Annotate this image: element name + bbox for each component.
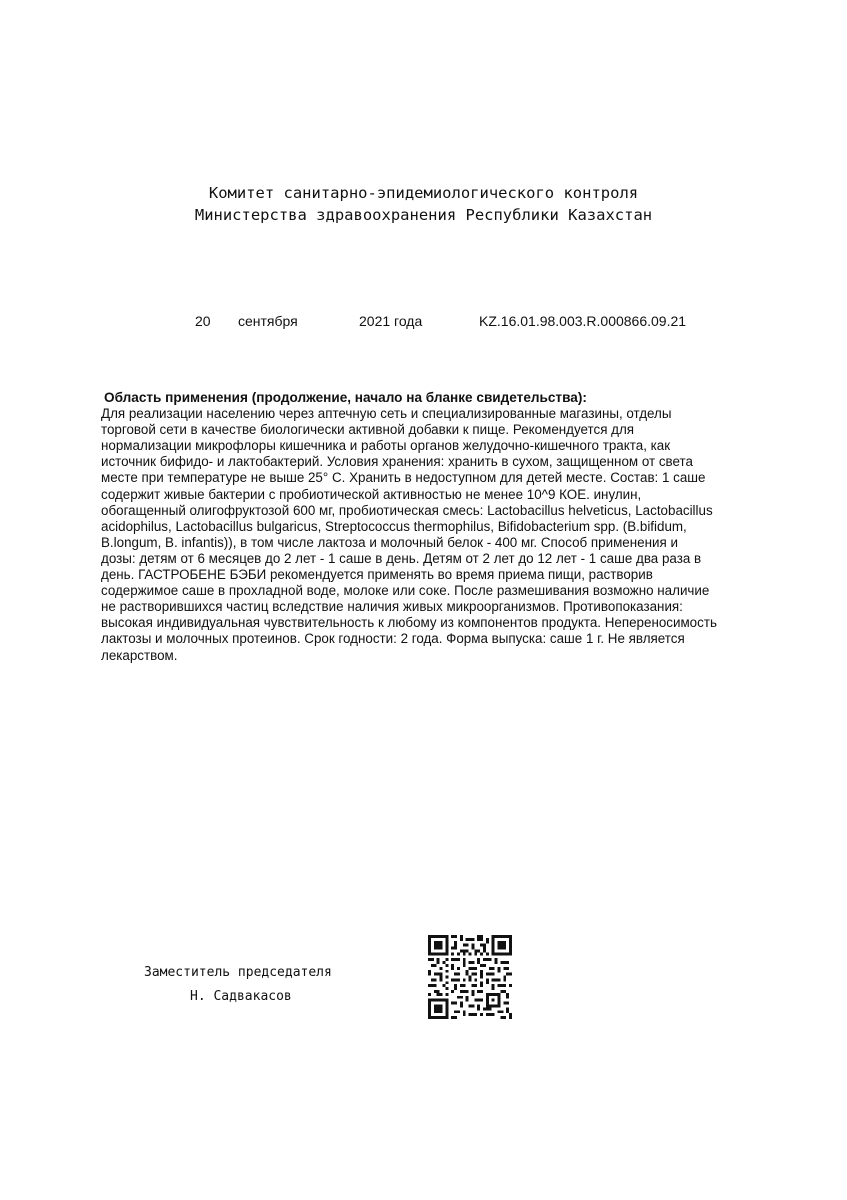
body-line: месте при температуре не выше 25° С. Хранить в недоступном для детей месте. Состав: 1 саше — [101, 470, 706, 486]
body-line: Для реализации населению через аптечную сеть и специализированные магазины, отделы — [101, 406, 672, 422]
body-line: высокая индивидуальная чувствительность к любому из компонентов продукта. Непереносимость — [101, 615, 717, 631]
body-line: дозы: детям от 6 месяцев до 2 лет - 1 саше в день. Детям от 2 лет до 12 лет - 1 саше два раза в — [101, 550, 702, 566]
body-line: торговой сети в качестве биологически активной добавки к пище. Рекомендуется для — [101, 422, 635, 438]
section-title: Область применения (продолжение, начало на бланке свидетельства): — [104, 390, 587, 405]
authority-line-1: Комитет санитарно-эпидемиологического контроля — [208, 184, 639, 202]
authority-line-2: Министерства здравоохранения Республики Казахстан — [194, 206, 653, 224]
body-line: источник бифидо- и лактобактерий. Условия хранения: хранить в сухом, защищенном от света — [101, 454, 693, 470]
qr-code-icon — [428, 935, 512, 1019]
body-line: содержимое саше в прохладной воде, молоке или соке. После размешивания возможно наличие — [101, 583, 710, 599]
signatory-name: Н. Садвакасов — [190, 989, 292, 1004]
body-line: не растворившихся частиц вследствие наличия живых микроорганизмов. Противопоказания: — [101, 599, 683, 615]
registration-number: KZ.16.01.98.003.R.000866.09.21 — [479, 313, 687, 329]
body-line: день. ГАСТРОБЕНЕ БЭБИ рекомендуется применять во время приема пищи, растворив — [101, 567, 653, 583]
body-line: лекарством. — [101, 647, 178, 663]
body-line: acidophilus, Lactobacillus bulgaricus, Streptococcus thermophilus, Bifidobacterium spp. (B.bifidum, — [101, 518, 687, 534]
issuing-authority — [0, 182, 847, 226]
date-day: 20 — [195, 313, 211, 329]
date-year: 2021 года — [359, 313, 423, 329]
body-line: B.longum, B. infantis)), в том числе лактоза и молочный белок - 400 мг. Способ применения и — [101, 534, 678, 550]
date-month: сентября — [238, 313, 298, 329]
body-line: нормализации микрофлоры кишечника и работы органов желудочно-кишечного тракта, как — [101, 438, 671, 454]
signatory-position: Заместитель председателя — [144, 965, 332, 980]
application-scope — [101, 390, 771, 664]
body-line: лактозы и молочных протеинов. Срок годности: 2 года. Форма выпуска: саше 1 г. Не является — [101, 631, 685, 647]
body-line: содержит живые бактерии с пробиотической активностью не менее 10^9 КОЕ. инулин, — [101, 486, 642, 502]
body-line: обогащенный олигофруктозой 600 мг, пробиотическая смесь: Lactobacillus helveticus, Lactobacillus — [101, 502, 713, 518]
